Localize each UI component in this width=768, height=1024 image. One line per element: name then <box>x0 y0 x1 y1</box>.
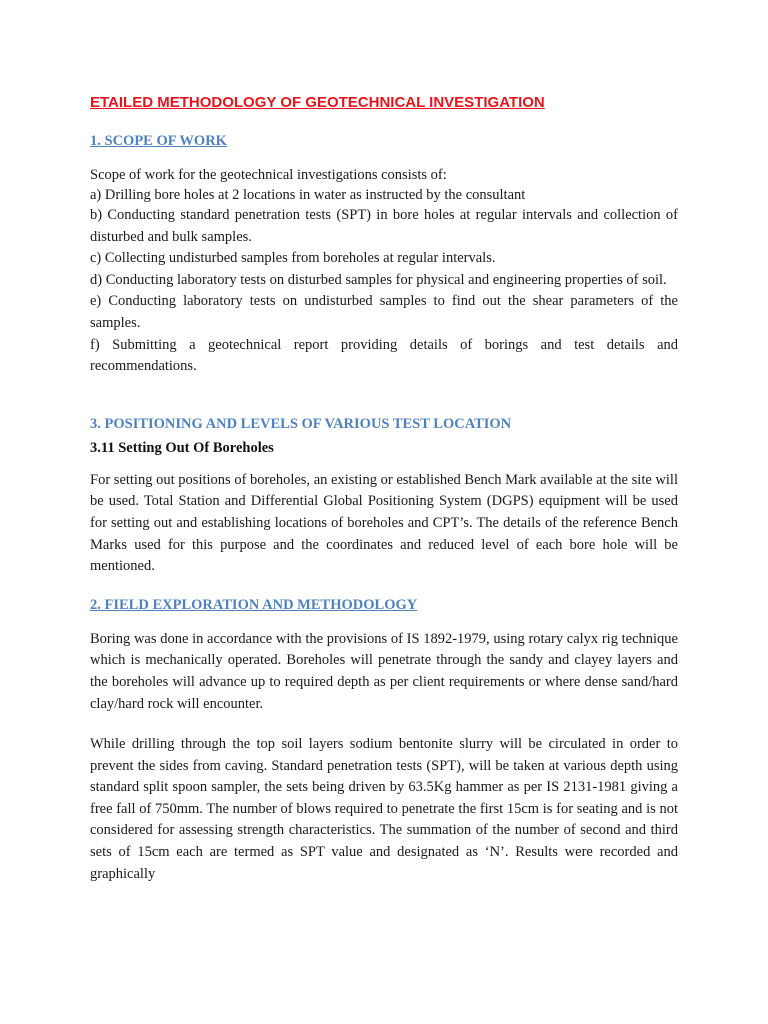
scope-item-f: f) Submitting a geotechnical report providing details of borings and test details and recommendations. <box>90 336 678 375</box>
positioning-paragraph: For setting out positions of boreholes, an existing or established Bench Mark available at the site will be used. Total Station and Differential Global Positioning System (DGPS) equipment will be used for setting out and establishing locations of boreholes and CPT’s. The details of the reference Bench Marks used for this purpose and the coordinates and reduced level of each bore hole will be mentioned. <box>90 471 678 575</box>
scope-item-d: d) Conducting laboratory tests on disturbed samples for physical and engineering properties of soil. <box>90 271 667 288</box>
field-paragraph-2: While drilling through the top soil layers sodium bentonite slurry will be circulated in order to prevent the sides from caving. Standard penetration tests (SPT), will be taken at various depth using standard split spoon sampler, the sets being driven by 63.5Kg hammer as per IS 2131-1981 giving a free fall of 750mm. The number of blows required to penetrate the first 15cm is for seating and is not considered for assessing strength characteristics. The summation of the number of second and third sets of 15cm each are termed as SPT value and designated as ‘N’. Results were recorded and graphically <box>90 736 678 882</box>
section-heading-positioning: 3. POSITIONING AND LEVELS OF VARIOUS TEST LOCATION <box>90 415 512 432</box>
document-title: ETAILED METHODOLOGY OF GEOTECHNICAL INVESTIGATION <box>90 94 545 111</box>
section-heading-field-exploration: 2. FIELD EXPLORATION AND METHODOLOGY <box>90 596 418 613</box>
scope-item-a: a) Drilling bore holes at 2 locations in water as instructed by the consultant <box>90 187 526 203</box>
section-heading-scope: 1. SCOPE OF WORK <box>90 133 227 149</box>
scope-item-c: c) Collecting undisturbed samples from boreholes at regular intervals. <box>90 250 496 267</box>
scope-list <box>90 165 678 378</box>
subsection-heading-setting-out: 3.11 Setting Out Of Boreholes <box>90 439 274 456</box>
scope-intro: Scope of work for the geotechnical investigations consists of: <box>90 167 447 183</box>
field-paragraph-1: Boring was done in accordance with the provisions of IS 1892-1979, using rotary calyx rig technique which is mechanically operated. Boreholes will penetrate through the sandy and clayey layers and the boreholes will advance up to required depth as per client requirements or where dense sand/hard clay/hard rock will encounter. <box>90 630 678 712</box>
scope-item-e: e) Conducting laboratory tests on undisturbed samples to find out the shear parameters of the samples. <box>90 293 678 331</box>
scope-item-b: b) Conducting standard penetration tests (SPT) in bore holes at regular intervals and collection of disturbed and bulk samples. <box>90 207 678 245</box>
